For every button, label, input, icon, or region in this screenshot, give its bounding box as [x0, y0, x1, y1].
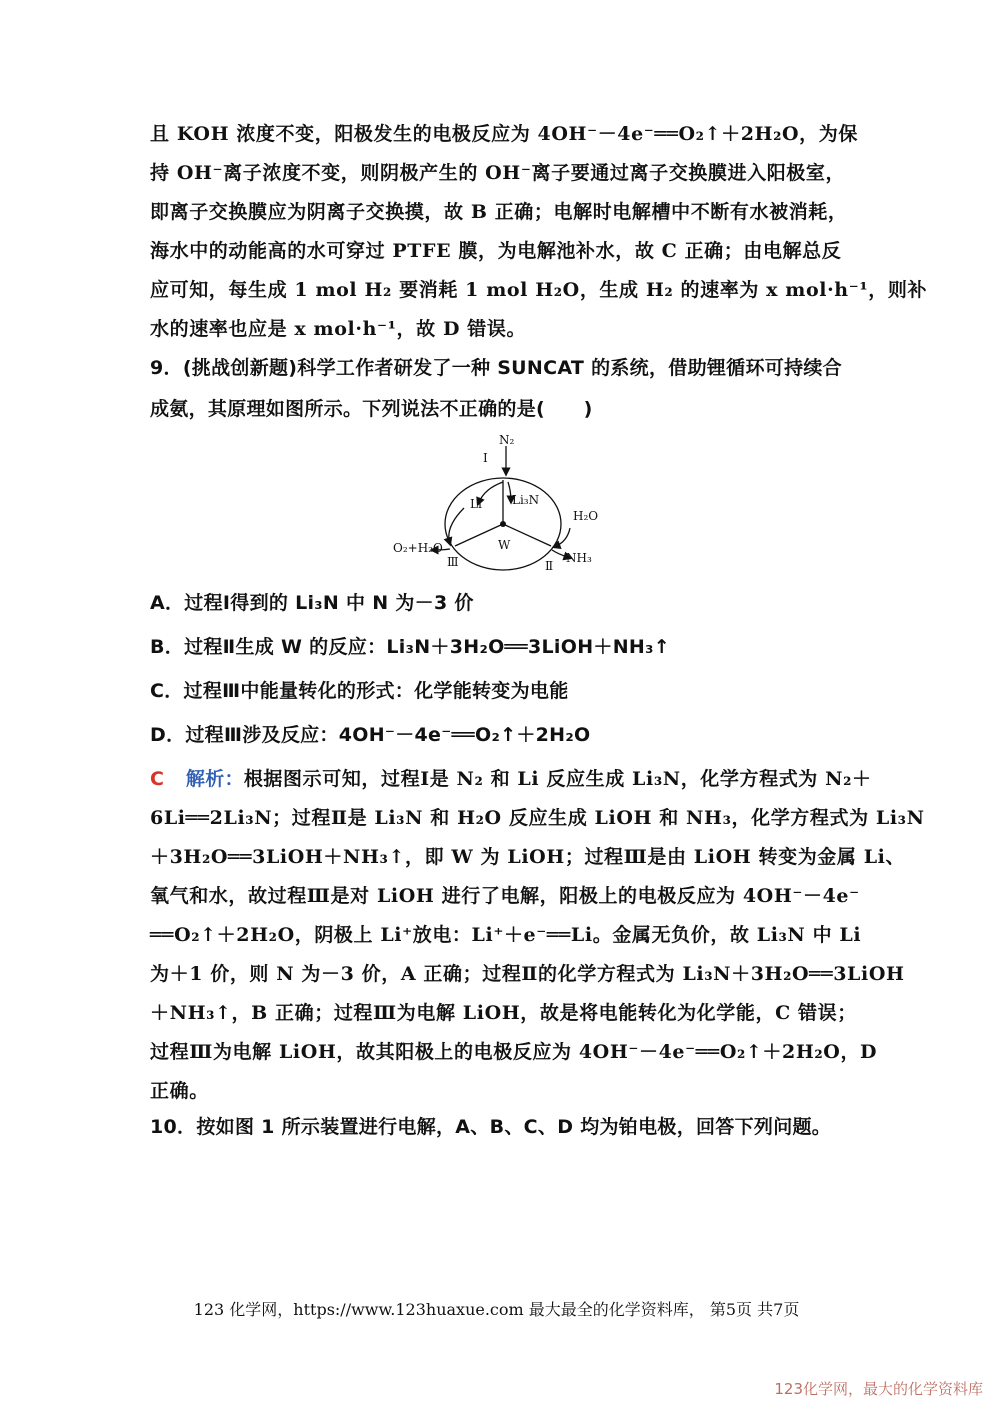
question-10-line: 10．按如图 1 所示装置进行电解，A、B、C、D 均为铂电极，回答下列问题。 — [150, 1116, 832, 1138]
analysis-line: ══O₂↑＋2H₂O，阴极上 Li⁺放电：Li⁺＋e⁻══Li。金属无负价，故 Li₃N 中 Li — [150, 924, 862, 946]
analysis-line: 氧气和水，故过程Ⅲ是对 LiOH 进行了电解，阳极上的电极反应为 4OH⁻－4e⁻ — [150, 885, 860, 907]
text-line: 水的速率也应是 x mol·h⁻¹，故 D 错误。 — [150, 318, 527, 340]
label-w: W — [498, 538, 511, 552]
text-line: 海水中的动能高的水可穿过 PTFE 膜，为电解池补水，故 C 正确；由电解总反 — [150, 240, 842, 262]
text-line: 应可知，每生成 1 mol H₂ 要消耗 1 mol H₂O，生成 H₂ 的速率为 x mol·h⁻¹，则补 — [150, 279, 928, 301]
analysis-line: 6Li══2Li₃N；过程Ⅱ是 Li₃N 和 H₂O 反应生成 LiOH 和 NH₃，化学方程式为 Li₃N — [150, 807, 925, 829]
analysis-line: 正确。 — [150, 1080, 209, 1102]
label-h2o: H₂O — [573, 509, 599, 523]
label-o2-h2o: O₂+H₂O — [393, 541, 443, 555]
analysis-line: 过程Ⅲ为电解 LiOH，故其阳极上的电极反应为 4OH⁻－4e⁻══O₂↑＋2H₂O，D — [150, 1041, 878, 1063]
analysis-label: 解析： — [185, 768, 244, 790]
option-b: B．过程Ⅱ生成 W 的反应：Li₃N＋3H₂O══3LiOH＋NH₃↑ — [150, 636, 670, 658]
analysis-line: 为＋1 价，则 N 为－3 价，A 正确；过程Ⅱ的化学方程式为 Li₃N＋3H₂O══3LiOH — [150, 963, 905, 985]
label-process-3: Ⅲ — [447, 555, 459, 569]
analysis-text: 根据图示可知，过程Ⅰ是 N₂ 和 Li 反应生成 Li₃N，化学方程式为 N₂＋ — [243, 768, 872, 790]
option-c: C．过程Ⅲ中能量转化的形式：化学能转变为电能 — [150, 680, 569, 702]
center-node — [500, 521, 506, 527]
text-line: 且 KOH 浓度不变，阳极发生的电极反应为 4OH⁻－4e⁻══O₂↑＋2H₂O，为保 — [150, 123, 858, 145]
analysis-first-line — [150, 767, 870, 791]
analysis-line: ＋NH₃↑，B 正确；过程Ⅲ为电解 LiOH，故是将电能转化为化学能，C 错误； — [150, 1002, 857, 1024]
label-process-2: Ⅱ — [545, 559, 554, 573]
page-footer: 123 化学网，https://www.123huaxue.com 最大最全的化学资料库， 第5页 共7页 — [193, 1300, 800, 1319]
label-li3n: Li₃N — [512, 493, 540, 507]
text-line: 持 OH⁻离子浓度不变，则阴极产生的 OH⁻离子要通过离子交换膜进入阳极室， — [150, 162, 846, 184]
analysis-line: ＋3H₂O══3LiOH＋NH₃↑，即 W 为 LiOH；过程Ⅲ是由 LiOH 转变为金属 Li、 — [150, 846, 906, 868]
answer-letter: C — [150, 768, 165, 790]
option-d: D．过程Ⅲ涉及反应：4OH⁻－4e⁻══O₂↑＋2H₂O — [150, 724, 591, 746]
question-9-line: 成氨，其原理如图所示。下列说法不正确的是( ) — [150, 398, 593, 420]
watermark: 123化学网，最大的化学资料库 — [774, 1380, 983, 1398]
label-nh3: NH₃ — [566, 551, 592, 565]
label-process-1: Ⅰ — [483, 451, 488, 465]
label-n2: N₂ — [499, 433, 515, 447]
label-li: Li — [470, 497, 482, 511]
text-line: 即离子交换膜应为阴离子交换摸，故 B 正确；电解时电解槽中不断有水被消耗， — [150, 201, 848, 223]
question-9-line: 9．(挑战创新题)科学工作者研发了一种 SUNCAT 的系统，借助锂循环可持续合 — [150, 357, 842, 379]
suncat-diagram — [380, 432, 620, 582]
option-a: A．过程Ⅰ得到的 Li₃N 中 N 为－3 价 — [150, 592, 474, 614]
